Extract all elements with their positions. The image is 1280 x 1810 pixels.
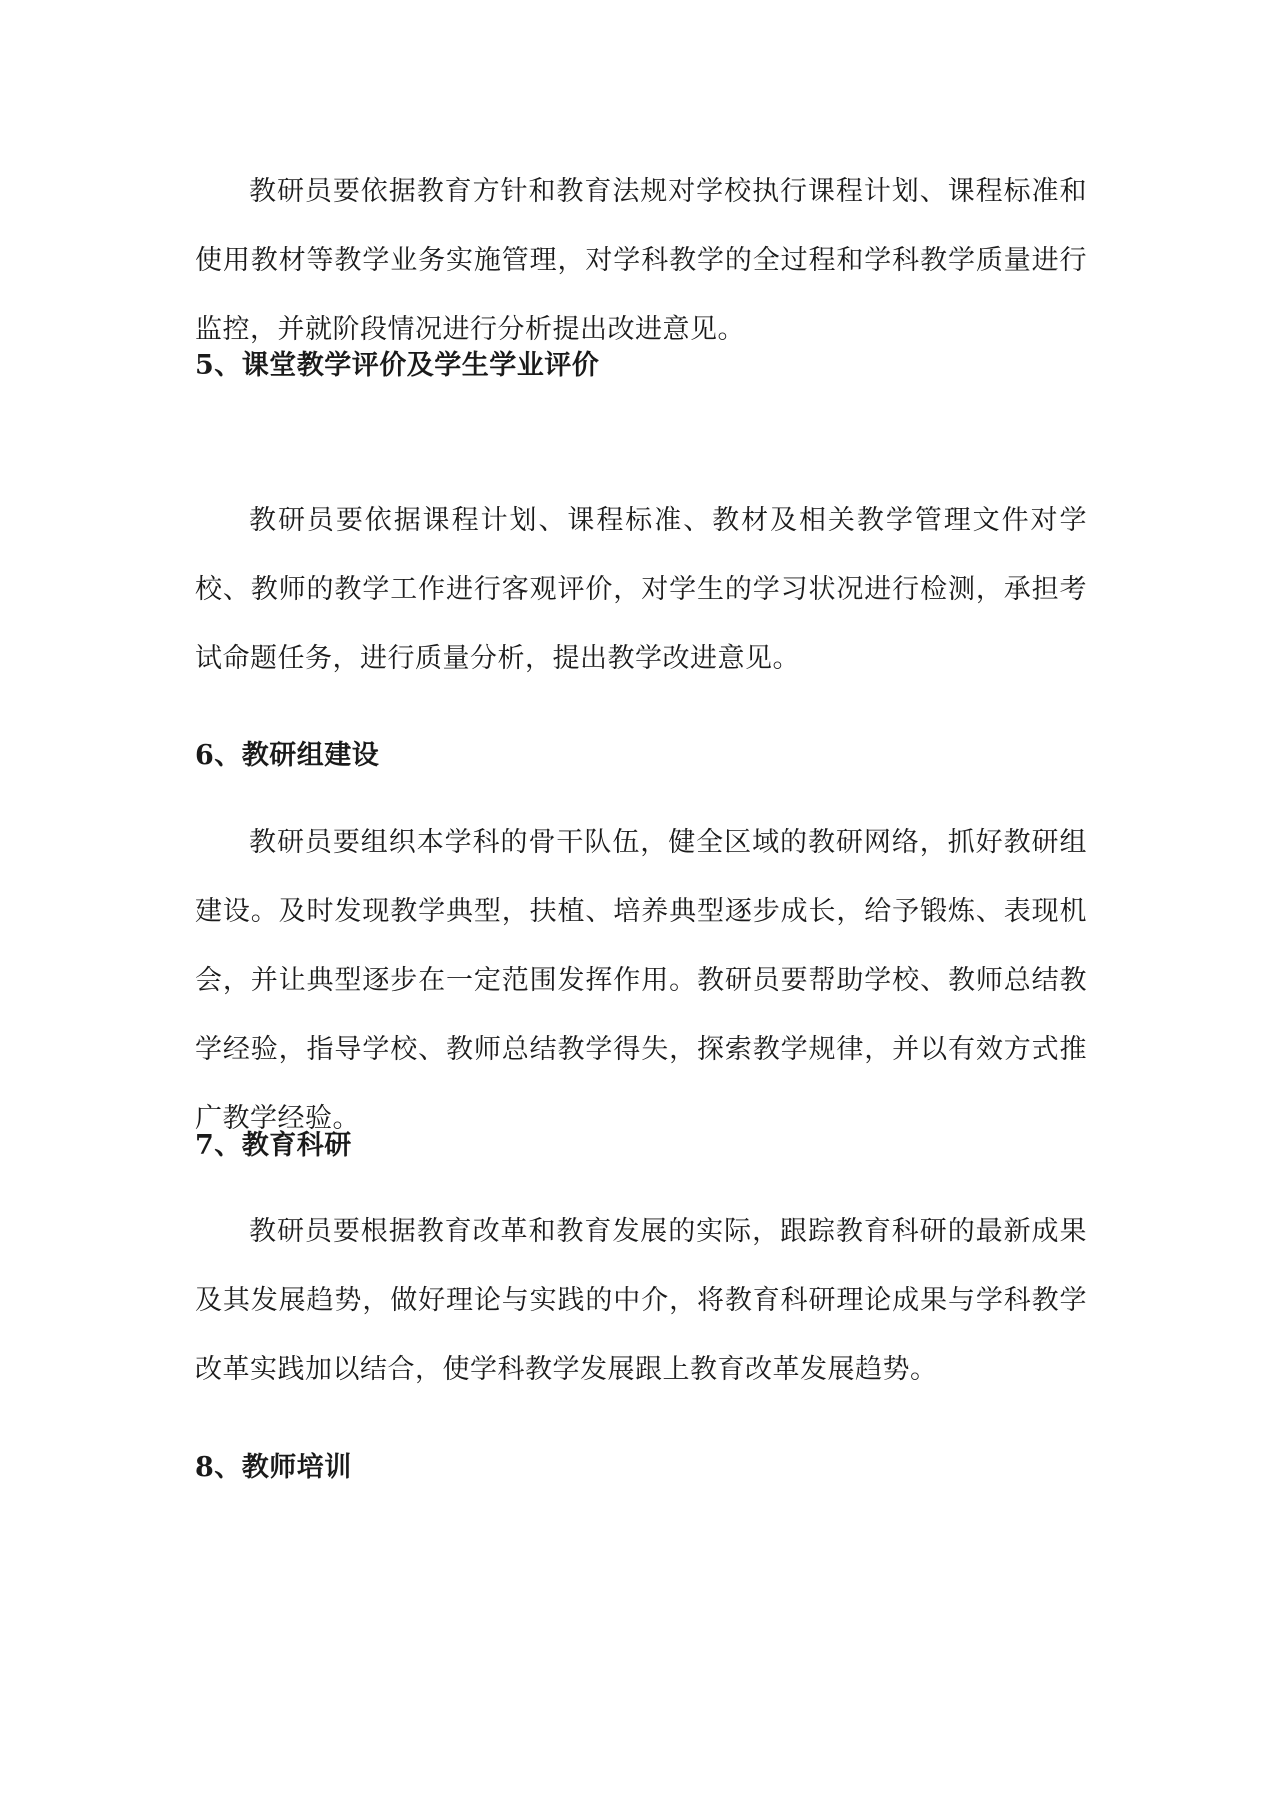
heading-section-5: 5、课堂教学评价及学生学业评价 xyxy=(195,350,600,381)
heading-section-8: 8、教师培训 xyxy=(195,1452,352,1483)
paragraph-curriculum-management: 教研员要依据教育方针和教育法规对学校执行课程计划、课程标准和使用教材等教学业务实施管理，对学科教学的全过程和学科教学质量进行监控，并就阶段情况进行分析提出改进意见。 xyxy=(195,176,1087,345)
paragraph-section-6: 教研员要组织本学科的骨干队伍，健全区域的教研网络，抓好教研组建设。及时发现教学典型，扶植、培养典型逐步成长，给予锻炼、表现机会，并让典型逐步在一定范围发挥作用。教研员要帮助学校、教师总结教学经验，指导学校、教师总结教学得失，探索教学规律，并以有效方式推广教学经验。 xyxy=(195,827,1087,1134)
paragraph-section-5: 教研员要依据课程计划、课程标准、教材及相关教学管理文件对学校、教师的教学工作进行客观评价，对学生的学习状况进行检测，承担考试命题任务，进行质量分析，提出教学改进意见。 xyxy=(195,505,1087,674)
heading-section-6: 6、教研组建设 xyxy=(195,740,380,771)
heading-section-7: 7、教育科研 xyxy=(195,1130,352,1161)
paragraph-section-7: 教研员要根据教育改革和教育发展的实际，跟踪教育科研的最新成果及其发展趋势，做好理论与实践的中介，将教育科研理论成果与学科教学改革实践加以结合，使学科教学发展跟上教育改革发展趋势。 xyxy=(195,1216,1087,1385)
